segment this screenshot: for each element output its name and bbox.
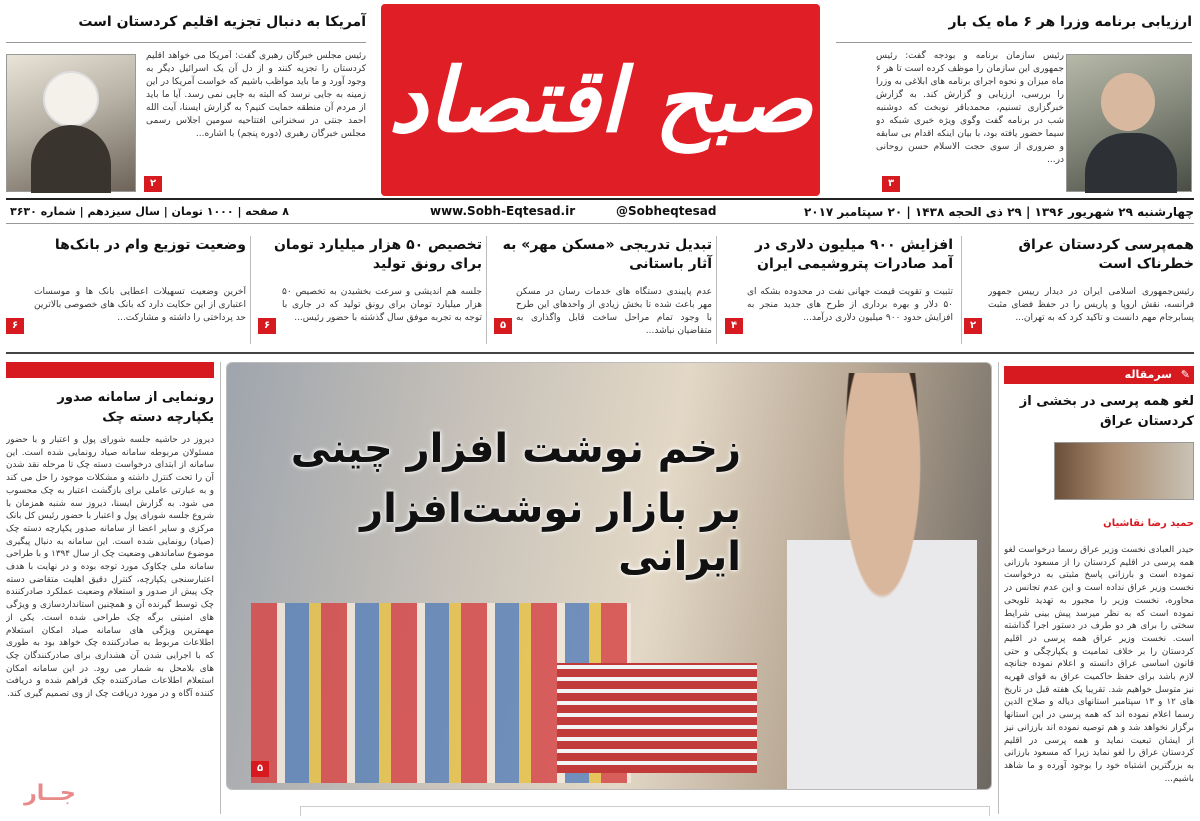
twitter-handle: @Sobheqtesad (616, 204, 717, 218)
teaser[interactable] (254, 236, 482, 344)
lead-headline-1: زخم نوشت افزار چینی (290, 426, 741, 472)
top-left-photo (6, 54, 136, 192)
editorial-author: حمید رضا نقاشیان (1103, 518, 1194, 529)
editorial-body: حیدر العبادی نخست وزیر عراق رسما درخواست لغو همه پرسی در اقلیم کردستان را از مسعود بارزانی نموده است و بارزانی پاسخ مثبتی به درخواست نخست وزیر عراق نداده است و این عدم تجانس در محاوره، نخست وزیر را مجبور به تهدید تلویحی نموده است که به نظر میرسد پیش بینی شرایط سختی را برای هر دو طرف در دستور اجرا گذاشته است. نخست وزیر عراق همه پرسی در اقلیم کردستان را بر خلاف تمامیت و یکپارچگی و حتی قانون اساسی عراق دانسته و اعلام نموده جنانچه لازم باشد برای حفظ حاکمیت عراق به قوای قهریه نیز متوسل خواهیم شد. تقریبا یک هفته قبل در تاریخ های ۱۲ و ۱۳ سپتامبر استانهای دیاله و صلاح الدین رسما اعلام نموده اند که همه پرسی در این استانها برگزار نخواهد شد و هم توصیه نموده اند بارزانی نیز از ایشان تبعیت نماید و همه پرسی در اقلیم کردستان عراق را لغو نماید زیرا که مسعود بارزانی به بزرگترین اشتباه خود را بوجود آورده و ما شاهد باشیم... (1004, 545, 1194, 784)
watermark-text: جــار (24, 780, 76, 806)
teaser-title: تخصیص ۵۰ هزار میلیارد تومان برای رونق تولید (273, 237, 482, 272)
minister-portrait (1101, 73, 1155, 131)
teaser-title: افزایش ۹۰۰ میلیون دلاری در آمد صادرات پتروشیمی ایران (755, 237, 953, 272)
teaser[interactable] (490, 236, 712, 344)
masthead-logo (381, 4, 820, 196)
dateline-bar (6, 198, 1194, 224)
page-badge: ۴ (725, 318, 743, 334)
website-url: www.Sobh-Eqtesad.ir (430, 204, 576, 218)
top-right-body: رئیس سازمان برنامه و بودجه گفت: رئیس جمهوری این سازمان را موظف کرده است تا هر ۶ ماه میزان و نحوه اجرای برنامه های ابلاغی به وزرا را بررسی، ارزیابی و گزارش کند. به گزارش خبرگزاری تسنیم، محمدباقر نوبخت که دوشنبه شب در برنامه گفت وگوی ویژه خبری شبکه دو سیما حضور یافته بود، با بیان اینکه اقدام بی سابقه و ضروری از سوی حجت الاسلام حسن روحانی در... (876, 51, 1064, 165)
issue-info: ۸ صفحه | ۱۰۰۰ تومان | سال سیزدهم | شماره ۳۶۳۰ (10, 205, 289, 218)
page-badge: ۶ (6, 318, 24, 334)
page-badge: ۵ (251, 761, 269, 777)
top-left-story (6, 14, 366, 189)
teaser-body: آخرین وضعیت تسهیلات اعطایی بانک ها و موسسات اعتباری از این حکایت دارد که بانک های خصوصی بالاترین حد پرداختی را داشته و مشارکت... (34, 287, 246, 323)
editorial-section-bar (1004, 366, 1194, 384)
editorial (1004, 362, 1194, 814)
left-column-body: دیروز در حاشیه جلسه شورای پول و اعتبار و با حضور مسئولان مربوطه سامانه صیاد رونمایی شده است. این سامانه از ابتدای درخواست دسته چک تا مرحله نقد شدن آن را تحت کنترل داشته و مشکلات موجود را حل می کند و به عبارتی عاملی برای بازگشت اعتبار به چک محسوب می شود. به گزارش ایسنا، دیروز سه شنبه همزمان با شروع جلسه شورای پول و اعتبار با حضور رئیس کل بانک مرکزی و سایر اعضا از سامانه صدور یکپارچه دسته چک (صیاد) رونمایی شده است. این سامانه به دنبال پیگیری موضوع ساماندهی وضعیت چک از سال ۱۳۹۴ و با طراحی سامانه ملی چکاوک مورد توجه بوده و در نهایت با هدف اعتبارسنجی یکپارچه، کنترل دقیق اهلیت متقاضی دسته چک پیش از صدور و استعلام وضعیت عملکرد صادرکننده چک توسط گیرنده آن و همچنین استانداردسازی و ویژگی های امنیتی برگه چک طراحی شده است. یکی از مهمترین ویژگی های سامانه صیاد امکان استعلام اطلاعات مربوط به صادرکننده چک خواهد بود به طوری که با اجرایی شدن آن هشداری برای صادرکنندگان چک های بلامحل به شمار می رود. در این سامانه امکان استعلام اطلاعات صادرکننده چک فراهم شده و دریافت کننده آگاه و در مورد دریافت چک از وی تصمیم گیری کند. (6, 435, 214, 700)
teaser-title: وضعیت توزیع وام در بانک‌ها (54, 237, 246, 253)
watermark-logo (0, 778, 100, 808)
teaser-body: جلسه هم اندیشی و سرعت بخشیدن به تخصیص ۵۰ هزار میلیارد تومان برای رونق تولید که در جاری با توجه به تجربه موفق سال گذشته با حضور رئیس... (282, 287, 482, 323)
page-badge: ۳ (882, 176, 900, 192)
top-left-body: رئیس مجلس خبرگان رهبری گفت: آمریکا می خواهد اقلیم کردستان را تجزیه کنند و از دل آن یک اسرائیل دیگر به وجود آورد و ما باید مواظب باشیم که خواست آمریکا در این زمینه به جایی نرسد که البته به جایی نمی رسد. آیا ما باید از مردم آن منطقه حمایت کنیم؟ به گزارش ایسنا، آیت الله احمد جنتی در سخنرانی افتتاحیه سومین اجلاس رسمی مجلس خبرگان رهبری (دوره پنجم) با اشاره... (146, 51, 366, 139)
lead-headline-2: بر بازار نوشت‌افزار ایرانی (360, 486, 741, 580)
top-right-story (836, 14, 1192, 189)
teaser-row (6, 236, 1194, 348)
teaser-body: تثبیت و تقویت قیمت جهانی نفت در محدوده بشکه ای ۵۰ دلار و بهره برداری از طرح های جدید منجر به افزایش حدود ۹۰۰ میلیون دلاری درآمد... (747, 287, 953, 323)
top-right-photo (1066, 54, 1192, 192)
author-photo (1054, 442, 1194, 500)
teaser-body: رئیس‌جمهوری اسلامی ایران در دیدار رییس جمهور فرانسه، نقش اروپا و پاریس را در حفظ فضای مثبت پسابرجام مهم دانست و تاکید کرد که به تهران... (988, 287, 1194, 323)
logo-text: صبح اقتصاد (388, 48, 813, 152)
left-column-title: رونمایی از سامانه صدور یکپارچه دسته چک (57, 390, 214, 425)
teaser-body: عدم پایبندی دستگاه های خدمات رسان در مسکن مهر باعث شده تا بخش زیادی از واحدهای این طرح با وجود تمام مراحل ساخت قابل واگذاری به متقاضیان نباشد... (516, 287, 712, 336)
notebook-stack (557, 663, 757, 773)
pen-icon: ✎ (1180, 368, 1190, 381)
date-text: چهارشنبه ۲۹ شهریور ۱۳۹۶ | ۲۹ ذی الحجه ۱۴۳۸ | ۲۰ سپتامبر ۲۰۱۷ (803, 205, 1194, 219)
editorial-section-label: سرمقاله (1124, 368, 1172, 381)
teaser[interactable] (964, 236, 1194, 344)
lead-story[interactable] (226, 362, 992, 790)
page-badge: ۲ (144, 176, 162, 192)
page-badge: ۵ (494, 318, 512, 334)
top-right-headline: ارزیابی برنامه وزرا هر ۶ ماه یک بار (948, 14, 1192, 30)
boy-figure (787, 373, 977, 790)
teaser[interactable] (721, 236, 953, 344)
page-badge: ۲ (964, 318, 982, 334)
editorial-title: لغو همه پرسی در بخشی از کردستان عراق (1019, 394, 1194, 429)
top-left-headline: آمریکا به دنبال تجزیه اقلیم کردستان است (78, 14, 366, 30)
left-column-story (6, 362, 214, 814)
teaser-title: تبدیل تدریجی «مسکن مهر» به آثار باستانی (502, 237, 712, 272)
teaser-title: همه‌پرسی کردستان عراق خطرناک است (1018, 237, 1194, 272)
cleric-portrait (43, 71, 99, 127)
page-badge: ۶ (258, 318, 276, 334)
teaser[interactable] (6, 236, 246, 344)
